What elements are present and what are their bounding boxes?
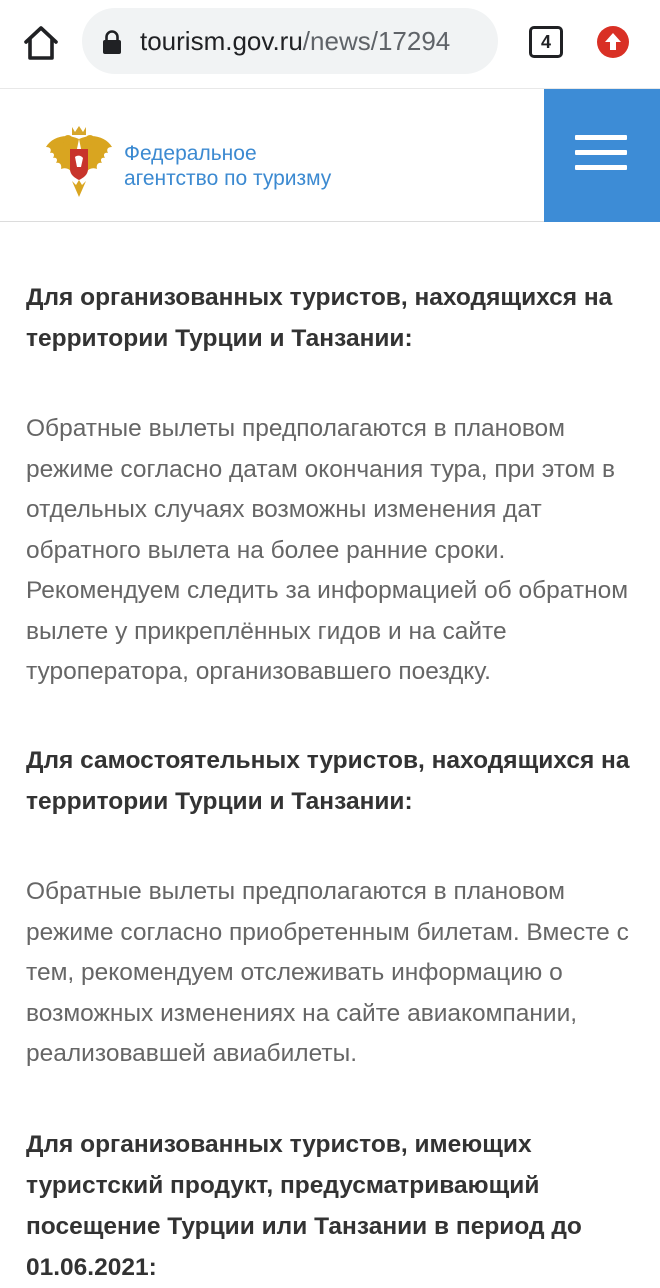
url-text [140,25,480,57]
section-heading: Для организованных туристов, находящихся на территории Турции и Танзании: [26,284,613,352]
home-icon[interactable] [20,22,62,64]
agency-name[interactable] [124,141,331,191]
section-heading: Для организованных туристов, имеющих туристский продукт, предусматривающий посещение Турции или Танзании в период до 01.06.2021: [26,1131,582,1281]
lock-icon [102,30,122,54]
section-text: Обратные вылеты предполагаются в плановом режиме согласно датам окончания тура, при этом в отдельных случаях возможны изменения дат обратного вылета на более ранние сроки. Рекомендуем следить за информацией об обратном вылете у прикреплённых гидов и на сайте туроператора, организовавшего поездку. [26,415,629,685]
agency-name-line2: агентство по туризму [124,167,332,190]
agency-name-line1: Федеральное [124,142,257,165]
section-heading: Для самостоятельных туристов, находящихся на территории Турции и Танзании: [26,747,630,815]
hamburger-menu-button[interactable] [544,89,660,222]
hamburger-menu-icon [575,135,627,140]
hamburger-menu-icon [575,165,627,170]
url-domain: tourism.gov.ru [140,26,303,56]
tab-switcher-button[interactable]: 4 [529,26,563,58]
url-path: /news/17294 [302,26,451,56]
section-text: Обратные вылеты предполагаются в плановом режиме согласно приобретенным билетам. Вместе с тем, рекомендуем отслеживать информацию о возможных изменениях на сайте авиакомпании, реализовавшей авиабилеты. [26,878,629,1067]
address-bar[interactable] [82,8,498,74]
site-header [0,88,660,222]
hamburger-menu-icon [575,150,627,155]
coat-of-arms-emblem[interactable] [44,125,114,199]
browser-toolbar [0,0,660,88]
arrow-up-icon[interactable] [597,26,629,58]
